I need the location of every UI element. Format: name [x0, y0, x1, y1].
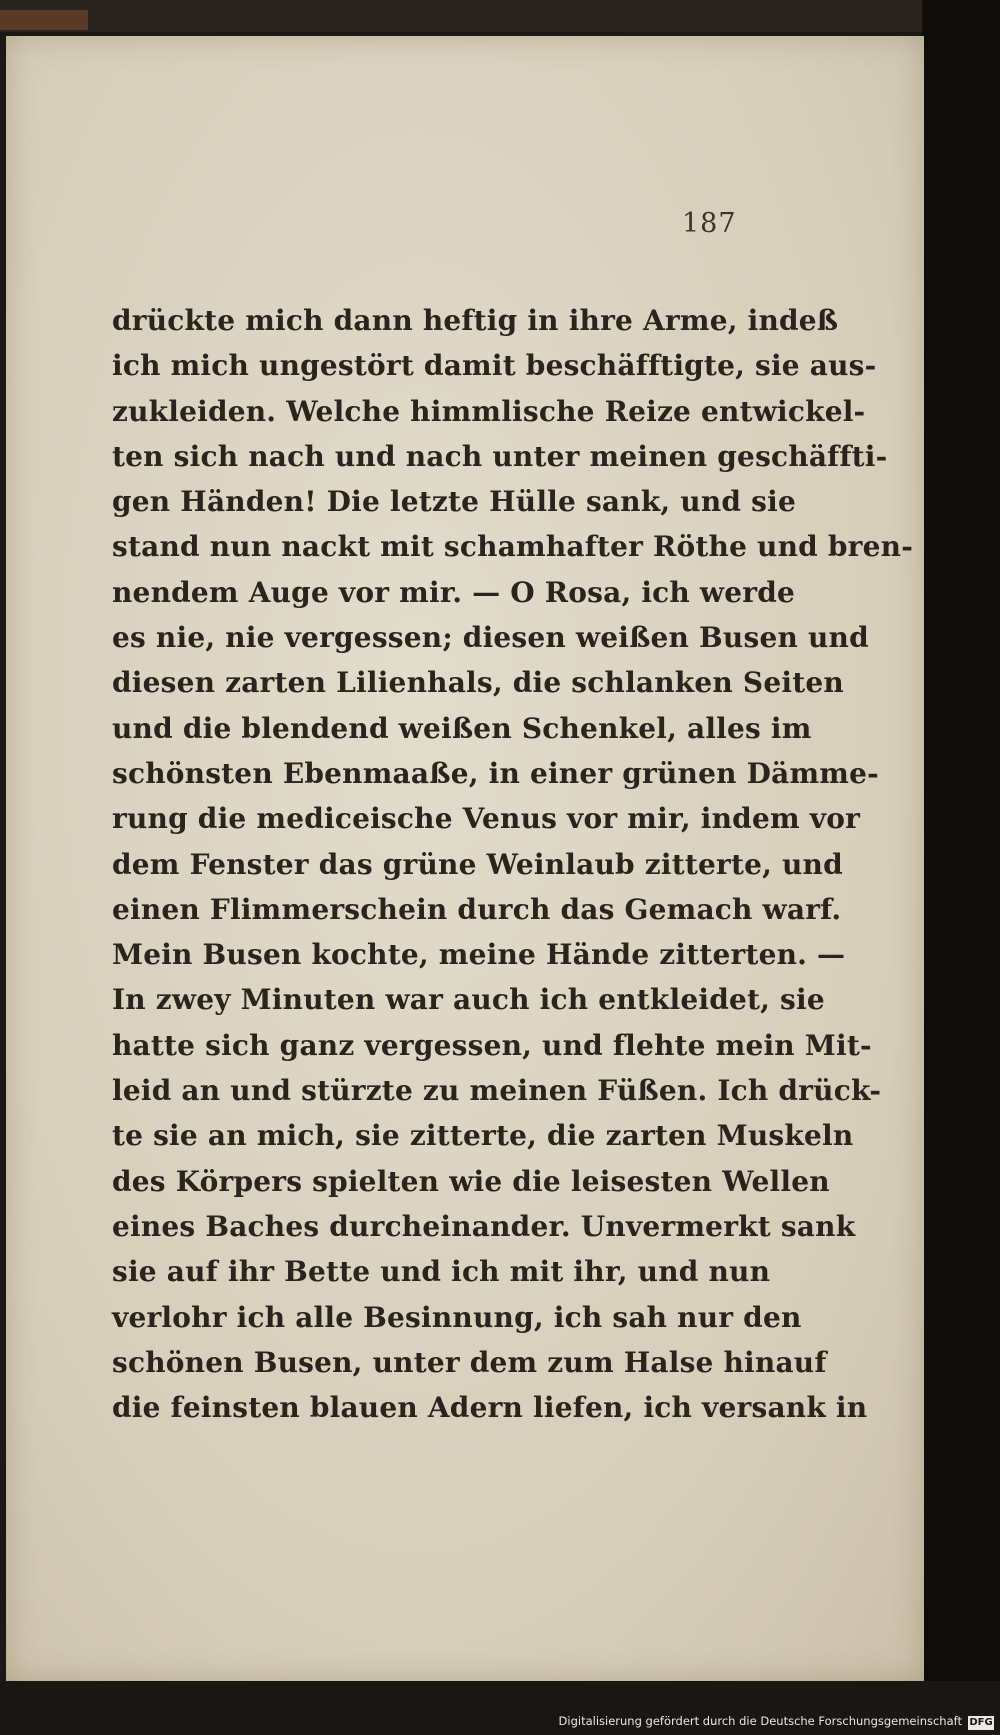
text-line: eines Baches durcheinander. Unvermerkt sank	[112, 1209, 856, 1243]
text-line: und die blendend weißen Schenkel, alles im	[112, 711, 812, 745]
text-line: ich mich ungestört damit beschäfftigte, sie aus-	[112, 349, 877, 383]
text-line: diesen zarten Lilienhals, die schlanken Seiten	[112, 666, 844, 700]
digitization-credit: Digitalisierung gefördert durch die Deutsche Forschungsgemeinschaft	[558, 1714, 962, 1728]
text-line: leid an und stürzte zu meinen Füßen. Ich drück-	[112, 1074, 882, 1108]
text-line: In zwey Minuten war auch ich entkleidet, sie	[112, 983, 825, 1017]
text-line: Mein Busen kochte, meine Hände zitterten. —	[112, 938, 846, 972]
text-line: hatte sich ganz vergessen, und flehte mein Mit-	[112, 1028, 872, 1062]
scan-frame-accent	[0, 10, 88, 30]
text-line: schönen Busen, unter dem zum Halse hinauf	[112, 1345, 827, 1379]
text-line: rung die mediceische Venus vor mir, indem vor	[112, 802, 861, 836]
text-line: verlohr ich alle Besinnung, ich sah nur den	[112, 1300, 802, 1334]
text-line: sie auf ihr Bette und ich mit ihr, und nun	[112, 1255, 771, 1289]
text-line: dem Fenster das grüne Weinlaub zitterte, und	[112, 847, 843, 881]
text-line: drückte mich dann heftig in ihre Arme, indeß	[112, 304, 839, 337]
text-line: es nie, nie vergessen; diesen weißen Busen und	[112, 621, 869, 655]
text-line: schönsten Ebenmaaße, in einer grünen Dämme-	[112, 756, 879, 790]
page-text	[112, 298, 914, 1430]
text-line: stand nun nackt mit schamhafter Röthe und bren-	[112, 530, 914, 564]
book-page	[6, 36, 924, 1681]
scan-frame-top	[0, 0, 1000, 32]
text-line: zukleiden. Welche himmlische Reize entwickel-	[112, 394, 866, 428]
text-line: des Körpers spielten wie die leisesten Wellen	[112, 1164, 830, 1198]
text-line: nendem Auge vor mir. — O Rosa, ich werde	[112, 575, 795, 609]
dfg-logo: DFG	[969, 1717, 993, 1728]
text-line: te sie an mich, sie zitterte, die zarten Muskeln	[112, 1119, 854, 1153]
text-line: die feinsten blauen Adern liefen, ich versank in	[112, 1391, 868, 1425]
page-number: 187	[682, 208, 737, 239]
scan-frame-right	[922, 0, 1000, 1735]
scan-frame-bottom	[0, 1681, 1000, 1735]
text-line: ten sich nach und nach unter meinen geschäffti-	[112, 439, 888, 473]
text-line: einen Flimmerschein durch das Gemach warf.	[112, 892, 842, 926]
text-line: gen Händen! Die letzte Hülle sank, und sie	[112, 485, 796, 519]
